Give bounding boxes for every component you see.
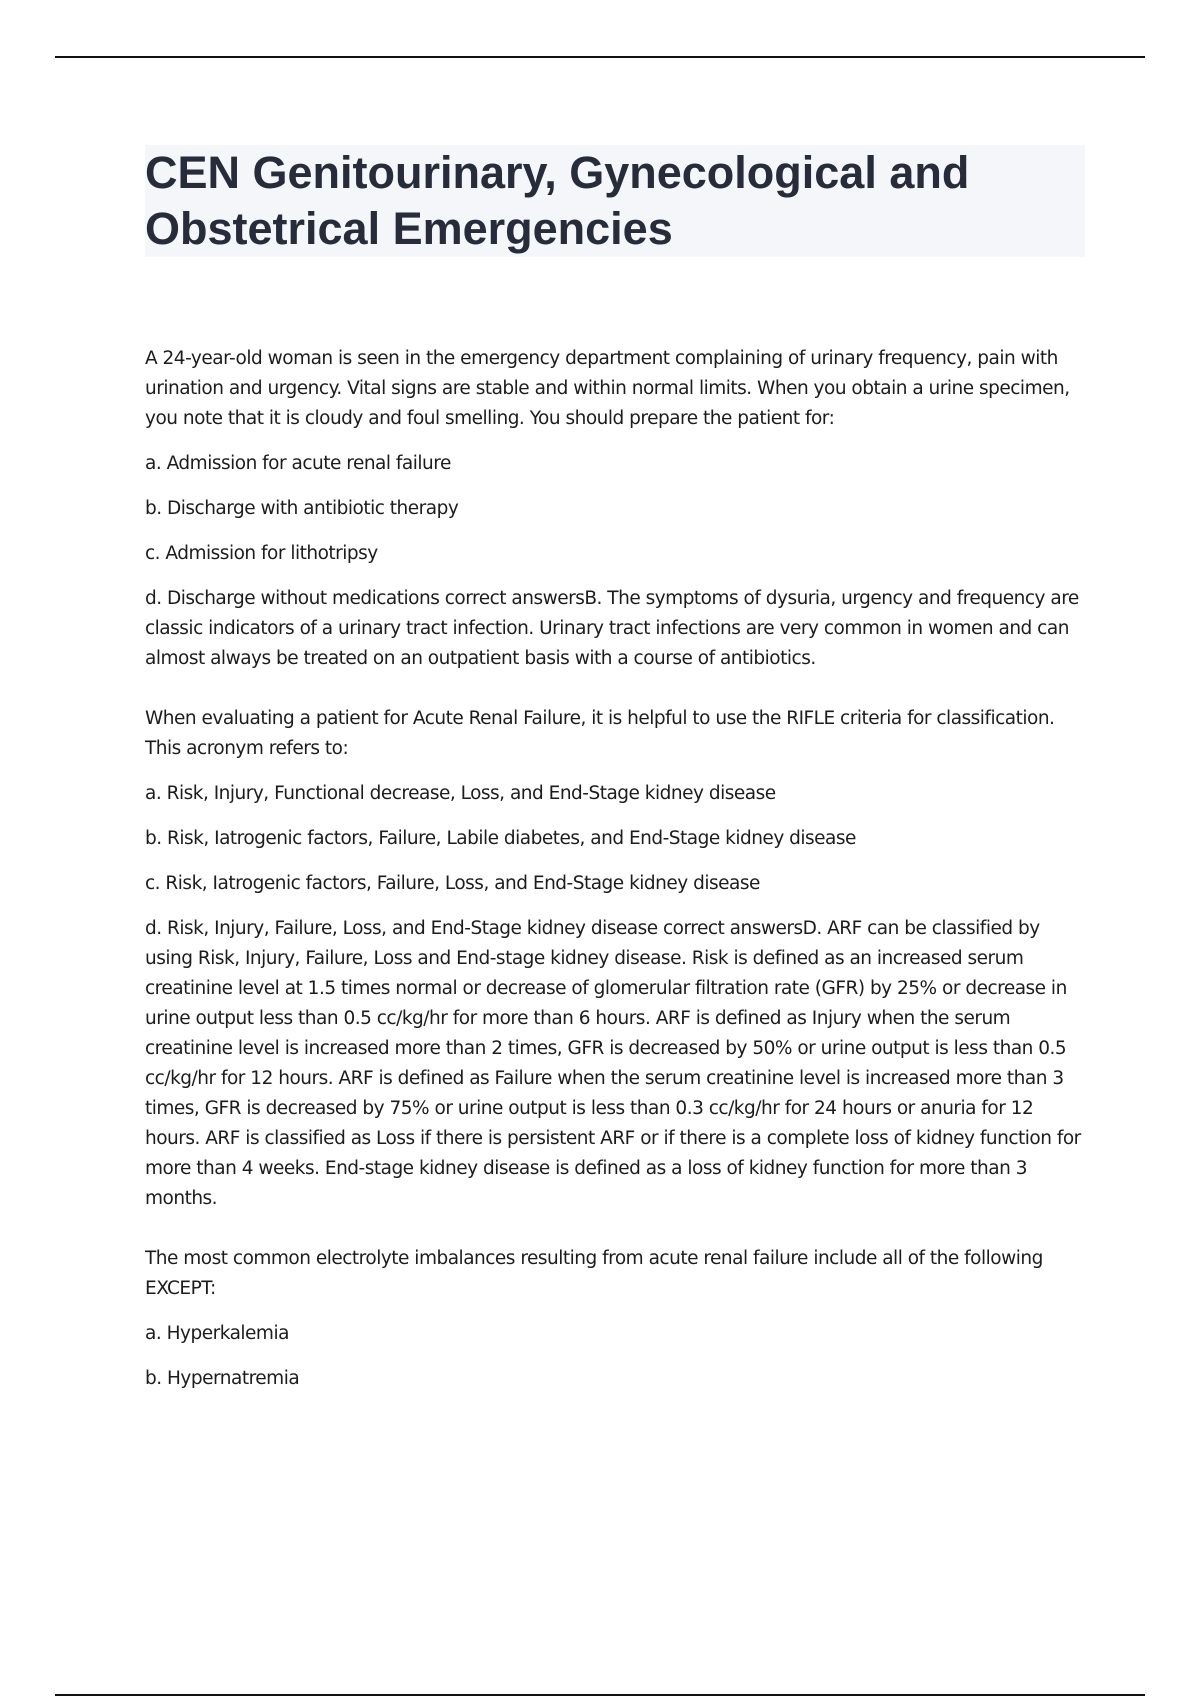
document-body xyxy=(145,344,1085,1424)
answer-option-d: d. Risk, Injury, Failure, Loss, and End-Stage kidney disease correct answersD. ARF can be classified by using Risk, Injury, Failure, Loss and End-stage kidney disease. Risk is defined as an increased serum creatinine level at 1.5 times normal or decrease of glomerular filtration rate (GFR) by 25% or decrease in urine output less than 0.5 cc/kg/hr for more than 6 hours. ARF is defined as Injury when the serum creatinine level is increased more than 2 times, GFR is decreased by 50% or urine output is less than 0.5 cc/kg/hr for 12 hours. ARF is defined as Failure when the serum creatinine level is increased more than 3 times, GFR is decreased by 75% or urine output is less than 0.3 cc/kg/hr for 24 hours or anuria for 12 hours. ARF is classified as Loss if there is persistent ARF or if there is a complete loss of kidney function for more than 4 weeks. End-stage kidney disease is defined as a loss of kidney function for more than 3 months. xyxy=(145,918,1081,1209)
answer-option-c: c. Admission for lithotripsy xyxy=(145,543,378,564)
bottom-divider xyxy=(55,1694,1145,1696)
question-2 xyxy=(145,704,1085,1214)
page-title: CEN Genitourinary, Gynecological and Obstetrical Emergencies xyxy=(145,147,970,254)
answer-option-a: a. Risk, Injury, Functional decrease, Loss, and End-Stage kidney disease xyxy=(145,783,776,804)
answer-option-a: a. Hyperkalemia xyxy=(145,1323,289,1344)
answer-option-b: b. Discharge with antibiotic therapy xyxy=(145,498,459,519)
top-divider xyxy=(55,56,1145,58)
answer-option-a: a. Admission for acute renal failure xyxy=(145,453,451,474)
question-stem: The most common electrolyte imbalances resulting from acute renal failure include all of the following EXCEPT: xyxy=(145,1248,1043,1299)
title-block xyxy=(145,145,1085,257)
question-3 xyxy=(145,1244,1085,1394)
question-stem: A 24-year-old woman is seen in the emergency department complaining of urinary frequency, pain with urination and urgency. Vital signs are stable and within normal limits. When you obtain a urine specimen, you note that it is cloudy and foul smelling. You should prepare the patient for: xyxy=(145,348,1070,429)
answer-option-b: b. Hypernatremia xyxy=(145,1368,300,1389)
question-stem: When evaluating a patient for Acute Renal Failure, it is helpful to use the RIFLE criteria for classification. This acronym refers to: xyxy=(145,708,1055,759)
answer-option-b: b. Risk, Iatrogenic factors, Failure, Labile diabetes, and End-Stage kidney disease xyxy=(145,828,856,849)
question-1 xyxy=(145,344,1085,674)
answer-option-d: d. Discharge without medications correct answersB. The symptoms of dysuria, urgency and frequency are classic indicators of a urinary tract infection. Urinary tract infections are very common in women and can almost always be treated on an outpatient basis with a course of antibiotics. xyxy=(145,588,1079,669)
answer-option-c: c. Risk, Iatrogenic factors, Failure, Loss, and End-Stage kidney disease xyxy=(145,873,760,894)
